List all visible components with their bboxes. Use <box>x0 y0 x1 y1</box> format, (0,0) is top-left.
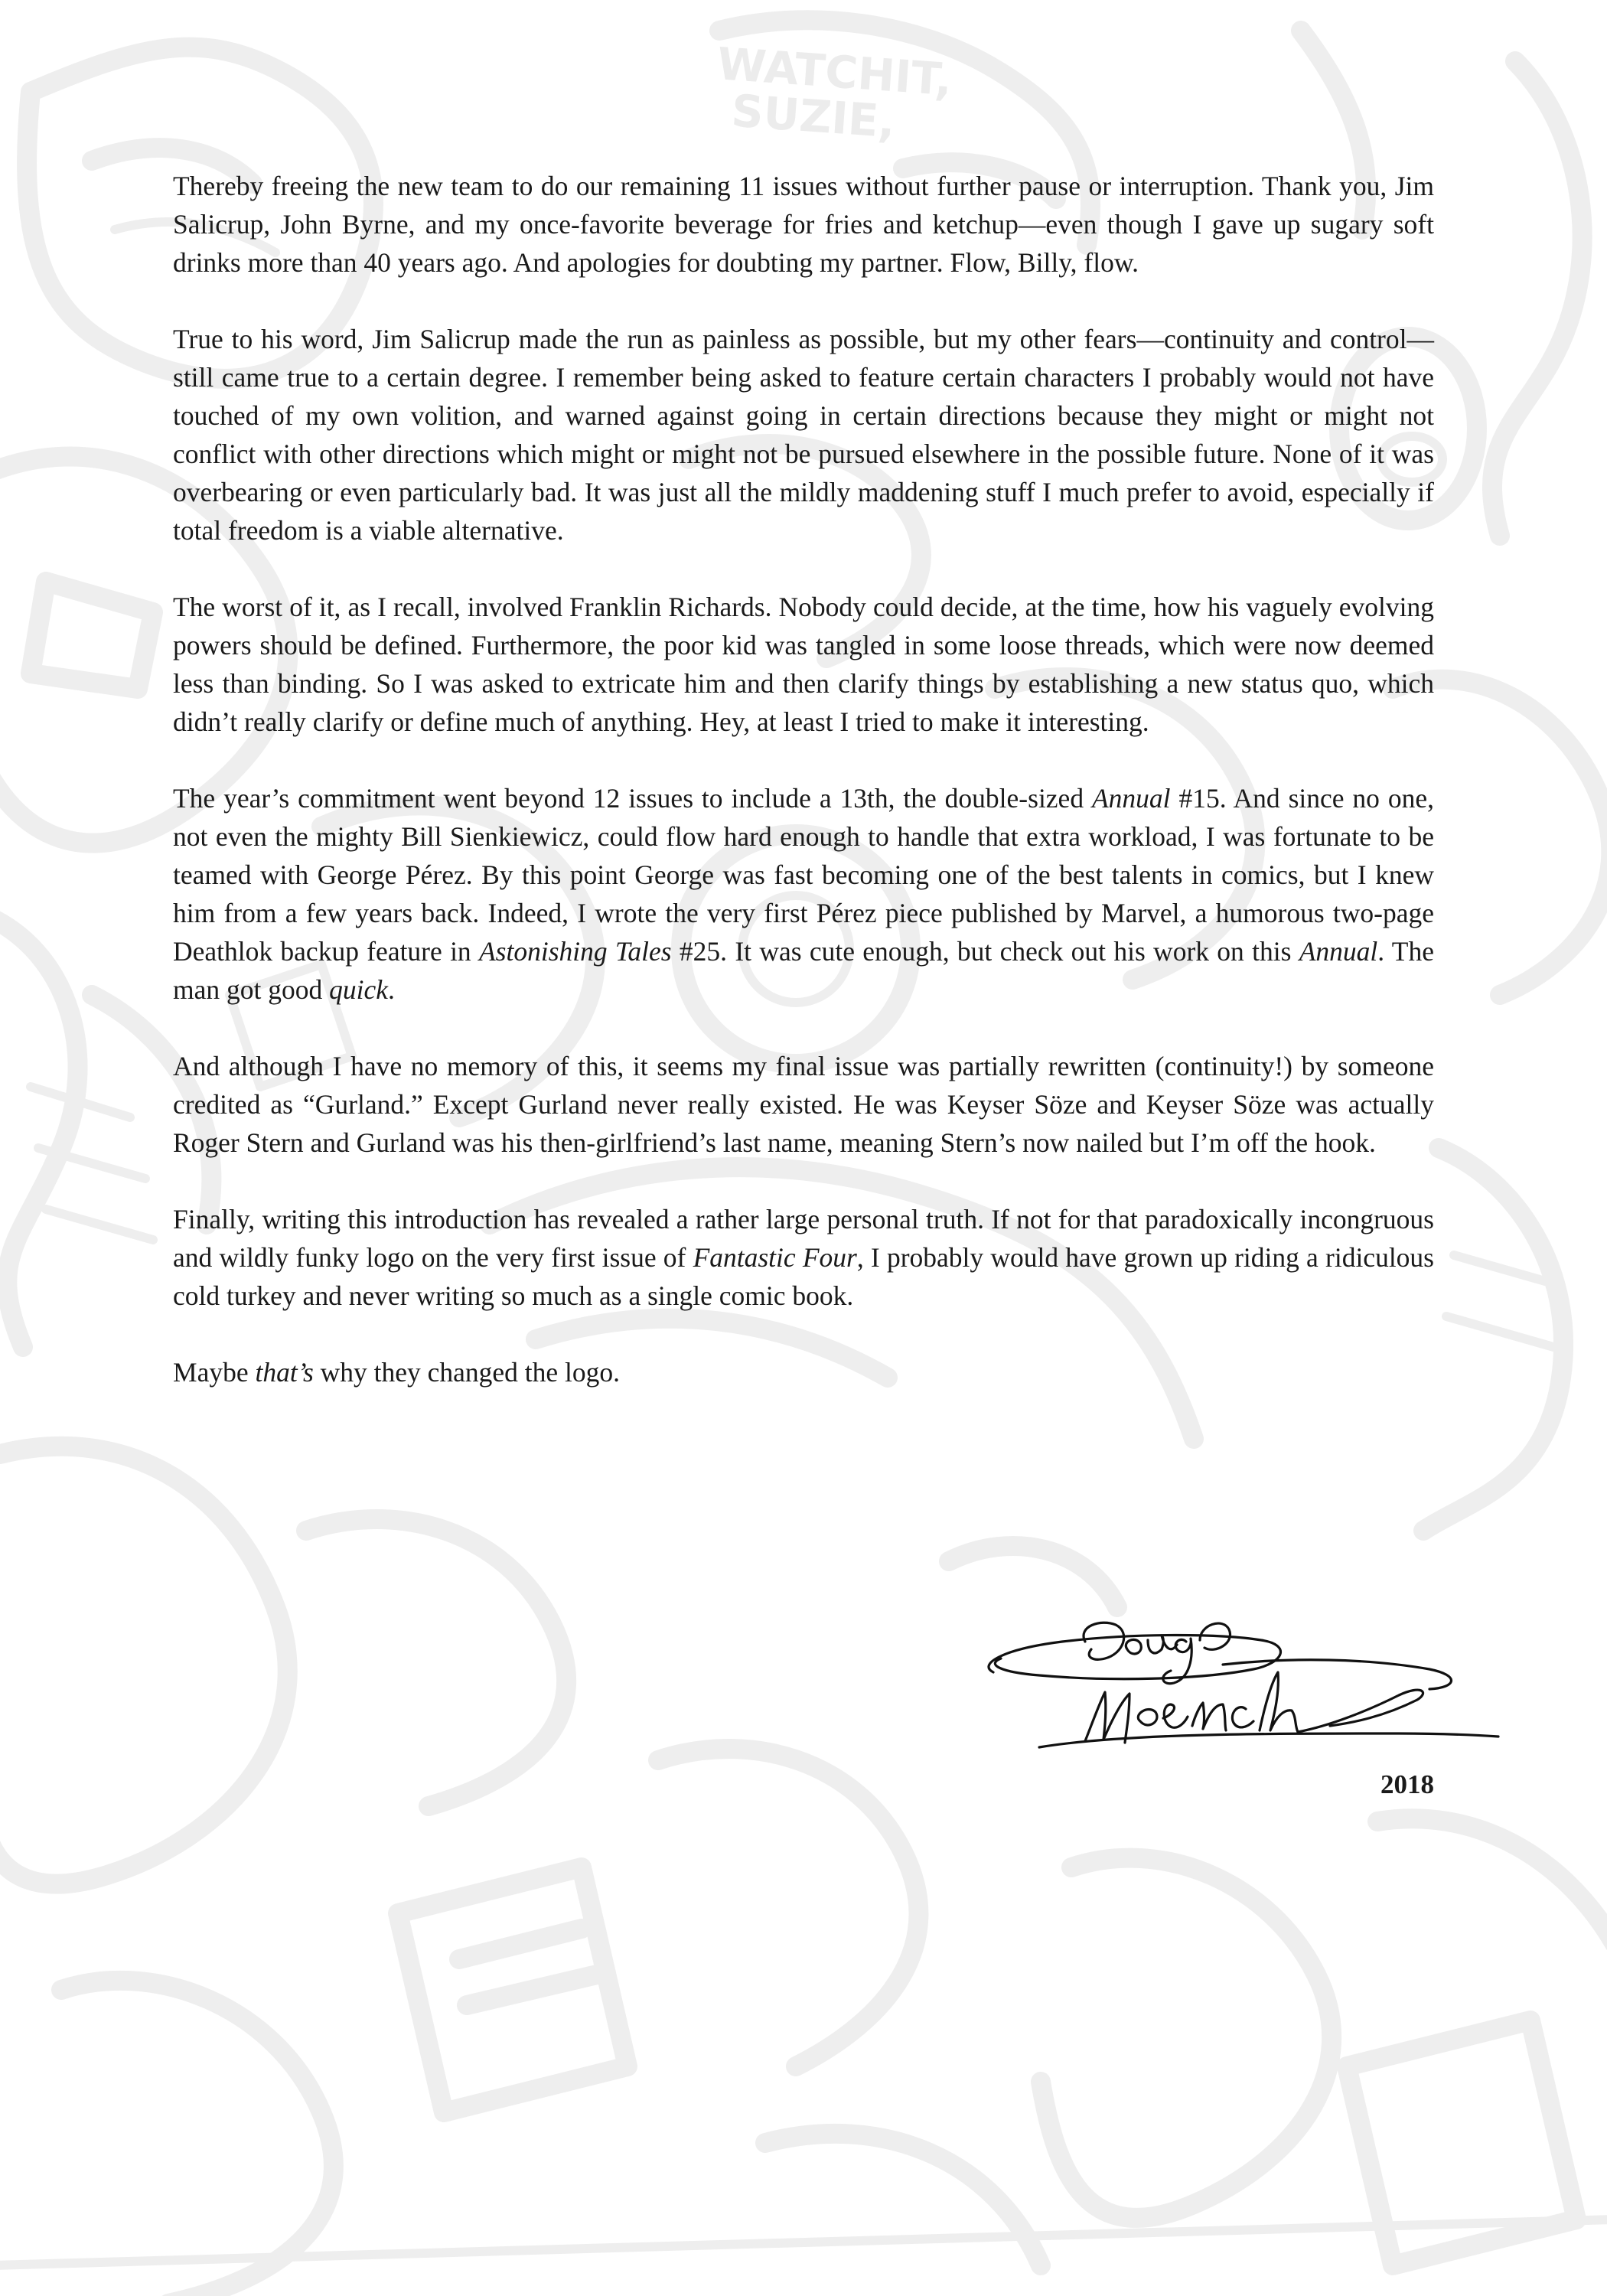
letter-body <box>173 167 1434 1430</box>
paragraph-5: And although I have no memory of this, it seems my final issue was partially rewritten (continuity!) by someone credited as “Gurland.” Except Gurland never really existed. He was Keyser Söze and Keyser Söze was actually Roger Stern and Gurland was his then-girlfriend’s last name, meaning Stern’s now nailed but I’m off the hook. <box>173 1051 1434 1158</box>
paragraph-4: The year’s commitment went beyond 12 issues to include a 13th, the double-sized Annual #15. And since no one, not even the mighty Bill Sienkiewicz, could flow hard enough to handle that extra workload, I was fortunate to be teamed with George Pérez. By this point George was fast becoming one of the best talents in comics, but I knew him from a few years back. Indeed, I wrote the very first Pérez piece published by Marvel, a humorous two-page Deathlok backup feature in Astonishing Tales #25. It was cute enough, but check out his work on this Annual. The man got good quick. <box>173 783 1434 1005</box>
paragraph-3: The worst of it, as I recall, involved Franklin Richards. Nobody could decide, at the time, how his vaguely evolving powers should be defined. Furthermore, the poor kid was tangled in some loose threads, which were now deemed less than binding. So I was asked to extricate him and then clarify things by establishing a new status quo, which didn’t really clarify or define much of anything. Hey, at least I tried to make it interesting. <box>173 592 1434 737</box>
author-signature <box>970 1619 1506 1772</box>
background-art-lettering: WATCHIT, SUZIE, <box>715 38 954 148</box>
paragraph-2: True to his word, Jim Salicrup made the run as painless as possible, but my other fears—continuity and control—still came true to a certain degree. I remember being asked to feature certain characters I probably would not have touched of my own volition, and warned against going in certain directions because they might or might not conflict with other directions which might or might not be pursued elsewhere in the possible future. None of it was overbearing or even particularly bad. It was just all the mildly maddening stuff I much prefer to avoid, especially if total freedom is a viable alternative. <box>173 324 1434 546</box>
paragraph-7: Maybe that’s why they changed the logo. <box>173 1357 621 1388</box>
letter-year: 2018 <box>1380 1769 1434 1799</box>
paragraph-6: Finally, writing this introduction has revealed a rather large personal truth. If not for that paradoxically incongruous and wildly funky logo on the very first issue of Fantastic Four, I probably would have grown up riding a ridiculous cold turkey and never writing so much as a single comic book. <box>173 1204 1434 1311</box>
paragraph-1: Thereby freeing the new team to do our remaining 11 issues without further pause or interruption. Thank you, Jim Salicrup, John Byrne, and my once-favorite beverage for fries and ketchup—even though I gave up sugary soft drinks more than 40 years ago. And apologies for doubting my partner. Flow, Billy, flow. <box>173 171 1434 278</box>
